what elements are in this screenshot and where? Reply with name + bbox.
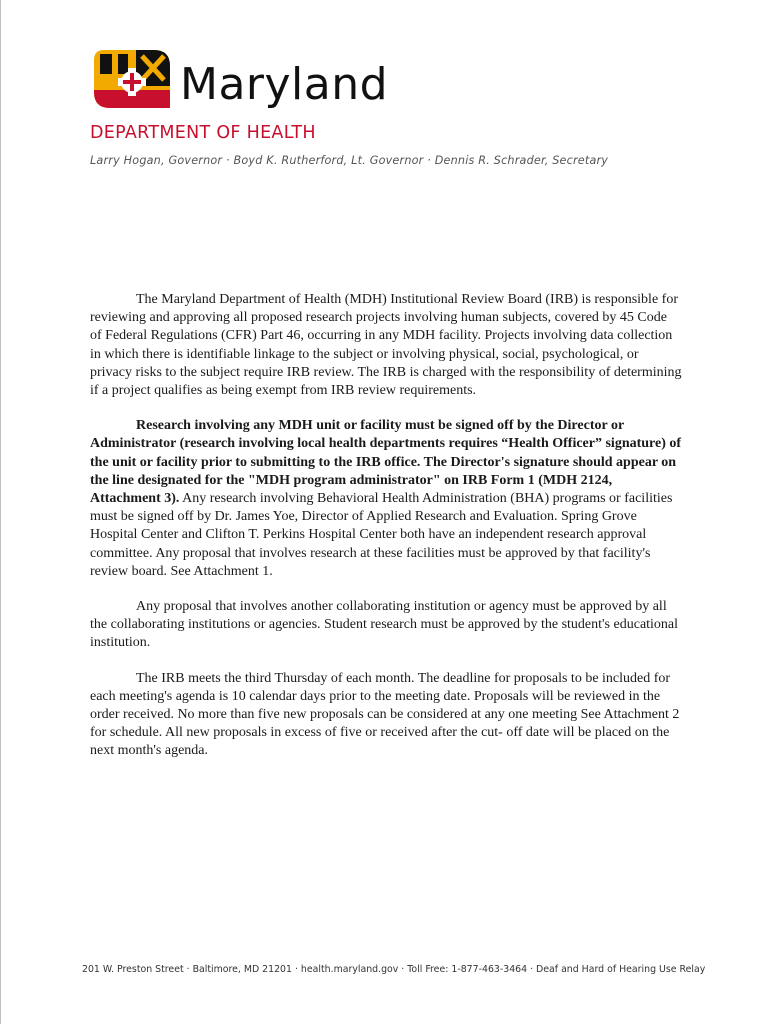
signoff-details: Any research involving Behavioral Health Administration (BHA) programs or facilities must be signed off by Dr. James Yoe, Director of Applied Research and Evaluation. Spring Grove Hospital Center and Clifton T. Perkins Hospital Center both have an independent research approval committee. Any proposal that involves research at these facilities must be approved by that facility's review board. See Attachment 1. [90,491,673,579]
paragraph-meeting-schedule: The IRB meets the third Thursday of each month. The deadline for proposals to be included for each meeting's agenda is 10 calendar days prior to the meeting date. Proposals will be reviewed in the order received. No more than five new proposals can be considered at any one meeting See Attachment 2 for schedule. All new proposals in excess of five or received after the cut- off date will be placed on the next month's agenda. [90,670,680,759]
paragraph-collaboration: Any proposal that involves another collaborating institution or agency must be approved by all the collaborating institutions or agencies. Student research must be approved by the student's educational institution. [90,599,679,651]
paragraph-signoff [90,417,682,581]
signoff-requirement: Research involving any MDH unit or facility must be signed off by the Director or Administrator (research involving local health departments requires “Health Officer” signature) of the unit or facility prior to submitting to the IRB office. The Director's signature should appear on the line designated for the "MDH program administrator" on IRB Form 1 (MDH 2124, Attachment 3). [90,418,682,507]
body-text [90,291,682,778]
footer-contact: 201 W. Preston Street · Baltimore, MD 21201 · health.maryland.gov · Toll Free: 1-877-463-3464 · Deaf and Hard of Hearing Use Relay [82,964,706,975]
paragraph-irb-overview: The Maryland Department of Health (MDH) Institutional Review Board (IRB) is responsible for reviewing and approving all proposed research projects involving human subjects, covered by 45 Code of Federal Regulations (CFR) Part 46, occurring in any MDH facility. Projects involving data collection in which there is identifiable linkage to the subject or involving physical, social, psychological, or privacy risks to the subject require IRB review. The IRB is charged with the responsibility of determining if a project qualifies as being exempt from IRB review requirements. [90,292,682,399]
letterhead [90,44,690,167]
maryland-flag-icon [90,46,174,112]
page-edge [0,0,1,1024]
brand-wordmark: Maryland [180,59,389,110]
officials-line: Larry Hogan, Governor · Boyd K. Rutherford, Lt. Governor · Dennis R. Schrader, Secretary [90,154,609,167]
logo [90,44,690,114]
department-name: DEPARTMENT OF HEALTH [90,123,316,143]
